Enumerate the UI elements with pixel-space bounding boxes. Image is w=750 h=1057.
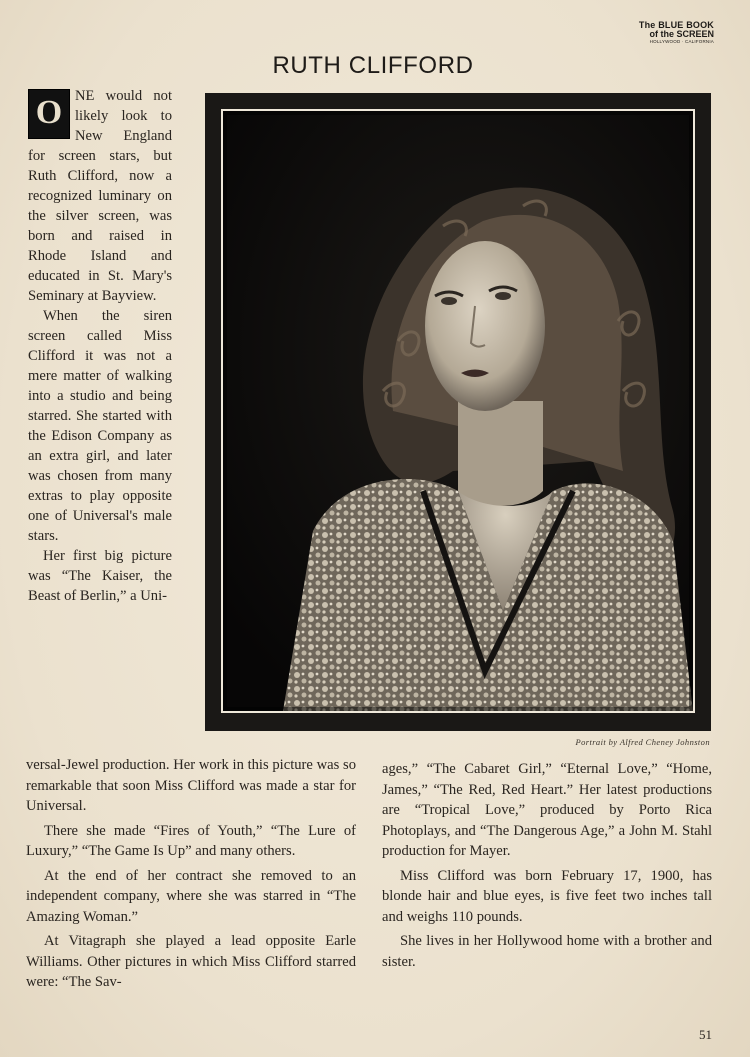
masthead-line-1: The BLUE BOOK — [638, 20, 714, 30]
dropcap-letter: O — [35, 94, 63, 131]
paragraph: She lives in her Hollywood home with a brother and sister. — [382, 933, 712, 970]
portrait-frame — [205, 93, 711, 731]
paragraph: At the end of her contract she removed to an independent company, where she was starred in “The Amazing Woman.” — [26, 867, 356, 925]
paragraph: When the siren screen called Miss Clifford it was not a mere matter of walking into a studio and being starred. She started with the Edison Company as an extra girl, and later was chosen from many extras to play opposite one of Universal's male stars. — [28, 308, 172, 544]
masthead-line-2: of the SCREEN — [649, 29, 714, 39]
masthead-line-3: HOLLYWOOD · CALIFORNIA — [649, 39, 714, 44]
right-column — [382, 759, 712, 976]
paragraph: Her first big picture was “The Kaiser, the Beast of Berlin,” a Uni- — [28, 548, 172, 604]
bottom-left-column — [26, 755, 356, 997]
portrait-image — [223, 111, 693, 711]
page-title: RUTH CLIFFORD — [272, 52, 474, 79]
portrait-photo — [221, 109, 695, 713]
paragraph: There she made “Fires of Youth,” “The Lure of Luxury,” “The Game Is Up” and many others. — [26, 822, 356, 859]
paragraph: NE would not likely look to New England for screen stars, but Ruth Clifford, now a recognized luminary on the silver screen, was born and raised in Rhode Island and educated in St. Mary's Seminary at Bayview. — [28, 88, 172, 304]
paragraph: ages,” “The Cabaret Girl,” “Eternal Love,” “Home, James,” “The Red, Red Heart.” Her latest productions are “Tropical Love,” produced by Porto Rica Photoplays, and “The Dangerous Age,” a John M. Stahl production for Mayer. — [382, 761, 712, 859]
left-column — [28, 86, 172, 606]
paragraph: At Vitagraph she played a lead opposite Earle Williams. Other pictures in which Miss Clifford starred were: “The Sav- — [26, 933, 356, 990]
page-number: 51 — [699, 1027, 712, 1042]
dropcap-ornament — [28, 89, 70, 139]
masthead-logo — [632, 21, 714, 45]
paragraph: versal-Jewel production. Her work in this picture was so remarkable that soon Miss Clifford was made a star for Universal. — [26, 757, 356, 814]
paragraph: Miss Clifford was born February 17, 1900, has blonde hair and blue eyes, is five feet two inches tall and weighs 110 pounds. — [382, 867, 712, 925]
photo-caption: Portrait by Alfred Cheney Johnston — [575, 737, 710, 747]
